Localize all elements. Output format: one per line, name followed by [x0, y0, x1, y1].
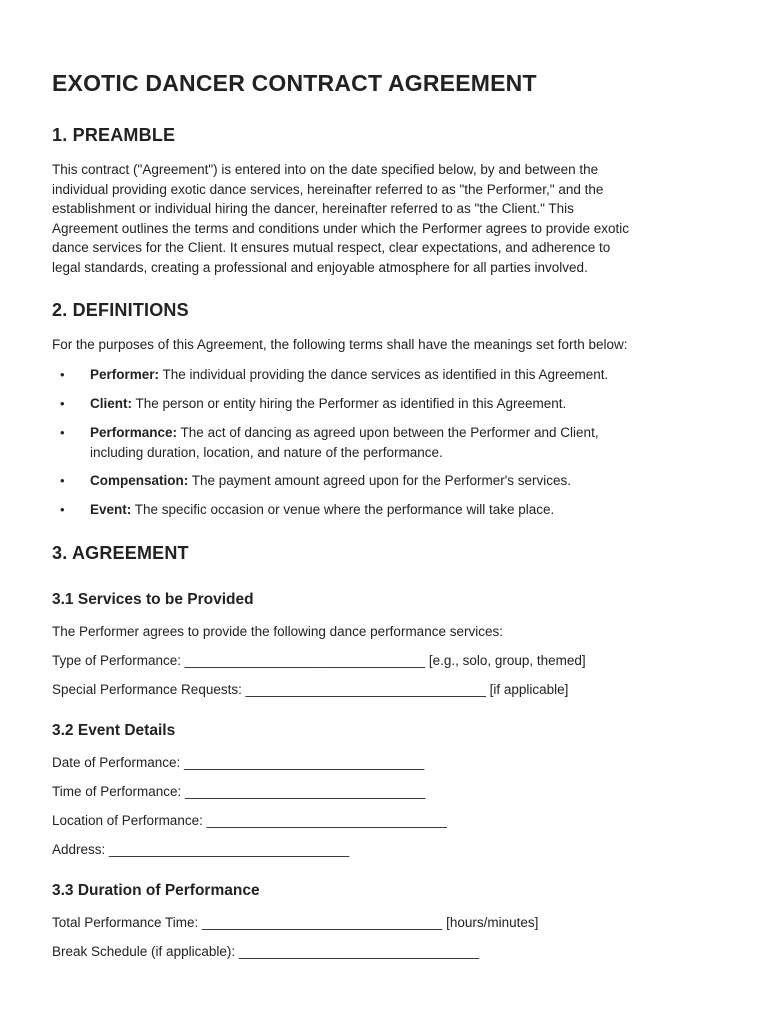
services-intro: The Performer agrees to provide the following dance performance services: [52, 624, 503, 639]
definitions-list [52, 423, 718, 462]
address-field[interactable]: Address: ________________________________ [52, 842, 350, 857]
preamble-line: legal standards, creating a professional and enjoyable atmosphere for all parties involved. [52, 259, 588, 275]
break-schedule-field[interactable]: Break Schedule (if applicable): ________________________________ [52, 944, 480, 959]
definition-text: The person or entity hiring the Performer as identified in this Agreement. [132, 396, 567, 411]
definition-term: Event: [90, 502, 132, 517]
time-of-performance-field[interactable]: Time of Performance: ________________________________ [52, 784, 426, 799]
bullet-icon: • [60, 502, 65, 517]
definitions-list [52, 500, 718, 520]
definition-item-performer [52, 365, 718, 385]
preamble-line: establishment or individual hiring the dancer, hereinafter referred to as "the Client." This [52, 201, 574, 217]
definition-item-client [52, 394, 718, 414]
bullet-icon: • [60, 396, 65, 411]
definitions-intro: For the purposes of this Agreement, the following terms shall have the meanings set forth below: [52, 337, 628, 352]
definition-text: The act of dancing as agreed upon between the Performer and Client, [177, 425, 599, 440]
event-details-heading: 3.2 Event Details [52, 722, 176, 739]
services-heading: 3.1 Services to be Provided [52, 591, 254, 608]
definition-text: The payment amount agreed upon for the Performer's services. [188, 473, 572, 488]
preamble-line: This contract ("Agreement") is entered into on the date specified below, by and between the [52, 162, 599, 177]
total-performance-time-field[interactable]: Total Performance Time: ________________________________ [hours/minutes] [52, 915, 539, 930]
preamble-body [52, 160, 718, 278]
special-requests-field[interactable]: Special Performance Requests: ________________________________ [if applicable] [52, 682, 569, 697]
definitions-list [52, 365, 718, 385]
definition-text: The specific occasion or venue where the performance will take place. [131, 502, 555, 517]
location-of-performance-field[interactable]: Location of Performance: ________________________________ [52, 813, 447, 828]
total-time-wrap [52, 913, 718, 933]
definitions-list [52, 394, 718, 414]
event-details-section [52, 722, 718, 740]
address-wrap [52, 840, 718, 860]
definition-term: Compensation: [90, 473, 189, 488]
type-of-performance-field[interactable]: Type of Performance: ________________________________ [e.g., solo, group, themed] [52, 653, 586, 668]
services-intro-wrap [52, 622, 718, 642]
definition-item-performance [52, 423, 718, 462]
break-schedule-wrap [52, 942, 718, 962]
agreement-section [52, 543, 718, 564]
date-of-performance-field[interactable]: Date of Performance: ________________________________ [52, 755, 425, 770]
definition-term: Performer: [90, 367, 160, 382]
time-wrap [52, 782, 718, 802]
agreement-heading: 3. AGREEMENT [52, 543, 189, 563]
preamble-line: dance services for the Client. It ensures mutual respect, clear expectations, and adherence to [52, 240, 611, 256]
preamble-section [52, 125, 718, 146]
special-requests-wrap [52, 680, 718, 700]
services-section [52, 591, 718, 609]
preamble-line: individual providing exotic dance services, hereinafter referred to as "the Performer," and the [52, 181, 604, 197]
definition-term: Client: [90, 396, 132, 411]
duration-section [52, 882, 718, 900]
location-wrap [52, 811, 718, 831]
definition-text: The individual providing the dance services as identified in this Agreement. [159, 367, 609, 382]
date-wrap [52, 753, 718, 773]
definition-text: including duration, location, and nature of the performance. [90, 444, 443, 460]
definitions-section [52, 300, 718, 321]
preamble-line: Agreement outlines the terms and conditions under which the Performer agrees to provide exotic [52, 220, 630, 236]
preamble-heading: 1. PREAMBLE [52, 125, 176, 145]
duration-heading: 3.3 Duration of Performance [52, 882, 260, 899]
definitions-list [52, 471, 718, 491]
definition-term: Performance: [90, 425, 178, 440]
definitions-intro-wrap [52, 335, 718, 355]
definition-item-compensation [52, 471, 718, 491]
definition-item-event [52, 500, 718, 520]
type-of-performance-wrap [52, 651, 718, 671]
document-title: EXOTIC DANCER CONTRACT AGREEMENT [52, 70, 537, 96]
definitions-heading: 2. DEFINITIONS [52, 300, 189, 320]
bullet-icon: • [60, 473, 65, 488]
bullet-icon: • [60, 425, 65, 440]
bullet-icon: • [60, 367, 65, 382]
